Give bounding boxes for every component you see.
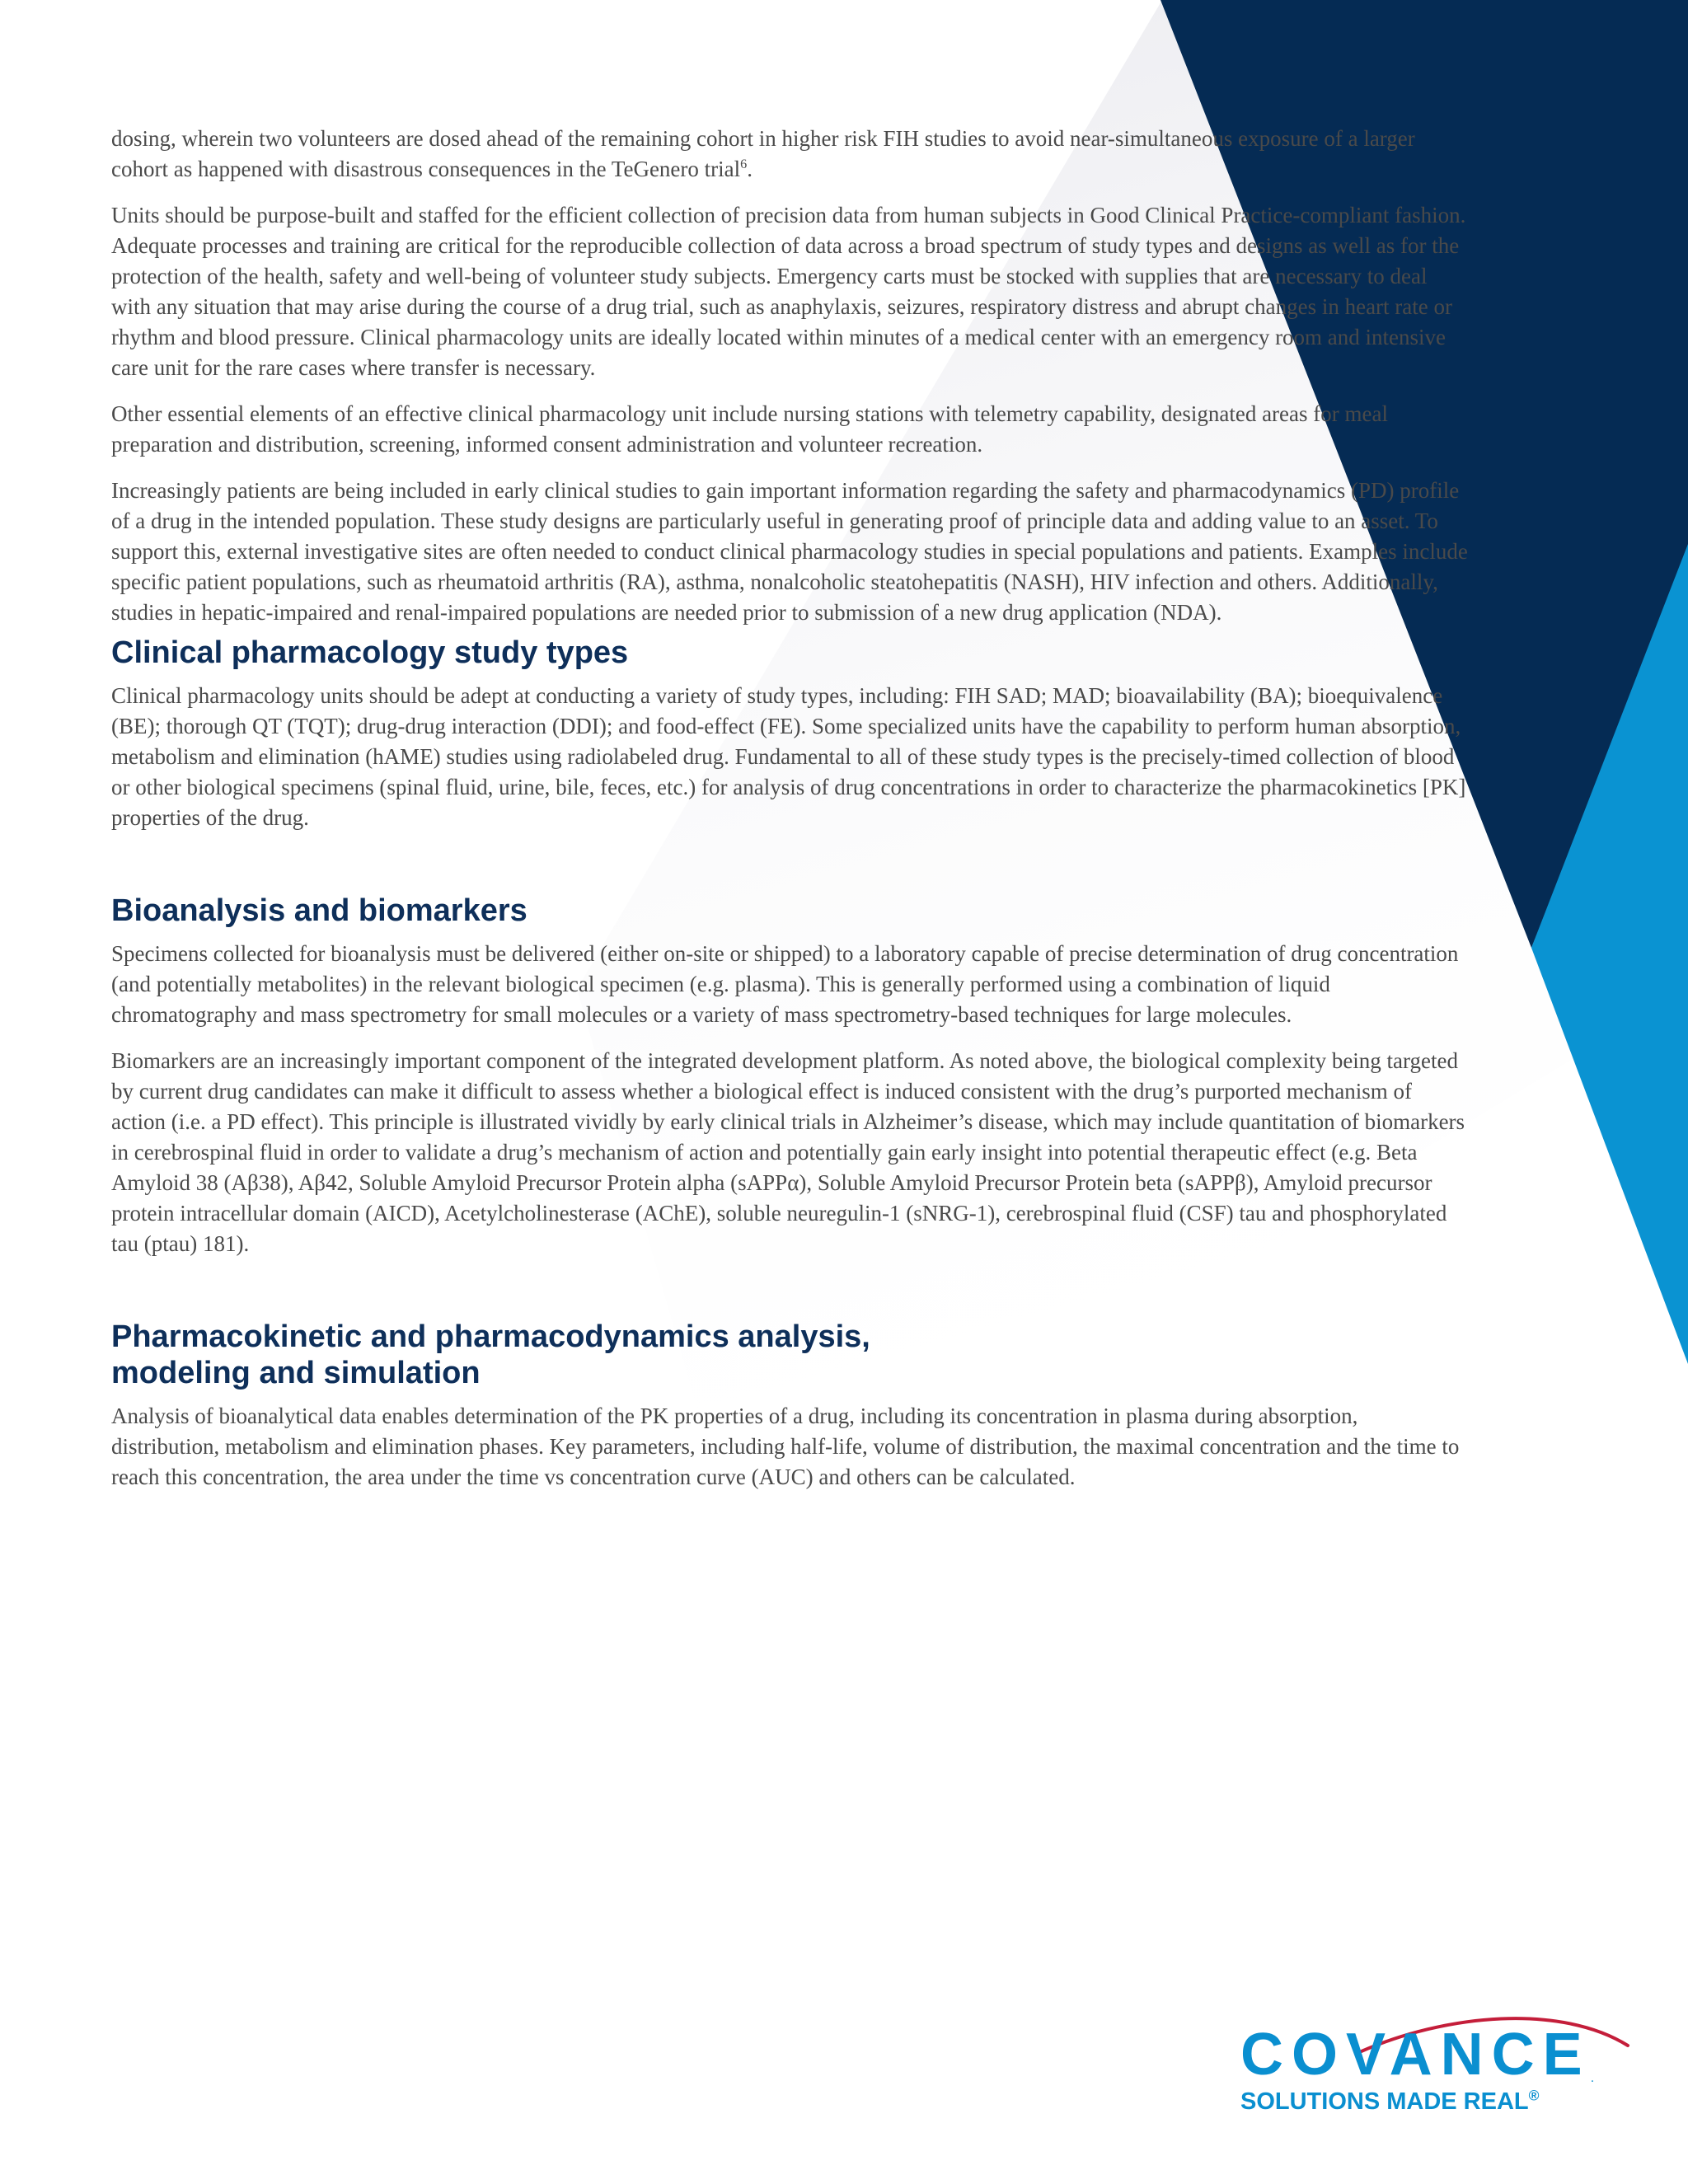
pkpd-paragraph-1: Analysis of bioanalytical data enables determination of the PK properties of a drug, including its concentration in plasma during absorption, distribution, metabolism and elimination phases. Key parameters, including half-life, volume of distribution, the maximal concentration and the time to reach this concentration, the area under the time vs concentration curve (AUC) and others can be calculated. <box>111 1404 1460 1489</box>
reference-superscript: 6 <box>740 157 748 171</box>
heading-bioanalysis: Bioanalysis and biomarkers <box>111 893 528 928</box>
logo-registered-mark: ® <box>1528 2087 1540 2104</box>
logo-wordmark-mark: . <box>1590 2071 1595 2085</box>
logo-tagline-text: SOLUTIONS MADE REAL <box>1240 2088 1529 2115</box>
heading-pkpd-line-1: Pharmacokinetic and pharmacodynamics analysis, <box>111 1319 870 1354</box>
intro-paragraph-2: Units should be purpose-built and staffed for the efficient collection of precision data from human subjects in Good Clinical Practice-compliant fashion. Adequate processes and training are critical for the reproducible collection of data across a broad spectrum of study types and designs as well as for the protection of the health, safety and well-being of volunteer study subjects. Emergency carts must be stocked with supplies that are necessary to deal with any situation that may arise during the course of a drug trial, such as anaphylaxis, seizures, respiratory distress and abrupt changes in heart rate or rhythm and blood pressure. Clinical pharmacology units are ideally located within minutes of a medical center with an emergency room and intensive care unit for the rare cases where transfer is necessary. <box>111 203 1466 380</box>
logo-tagline <box>1240 2088 1624 2116</box>
document-body <box>111 124 1471 1508</box>
intro-paragraph-1-end: . <box>747 157 753 181</box>
covance-logo <box>1240 2023 1624 2116</box>
bioanalysis-paragraph-1: Specimens collected for bioanalysis must be delivered (either on-site or shipped) to a laboratory capable of precise determination of drug concentration (and potentially metabolites) in the relevant biological specimen (e.g. plasma). This is generally performed using a combination of liquid chromatography and mass spectrometry for small molecules or a variety of mass spectrometry-based techniques for large molecules. <box>111 941 1459 1027</box>
intro-paragraph-3: Other essential elements of an effective clinical pharmacology unit include nursing stations with telemetry capability, designated areas for meal preparation and distribution, screening, informed consent administration and volunteer recreation. <box>111 401 1388 457</box>
heading-pkpd <box>111 1319 1471 1391</box>
logo-wordmark: COVANCE <box>1240 2022 1591 2088</box>
intro-paragraph-1-text: dosing, wherein two volunteers are dosed ahead of the remaining cohort in higher risk FIH studies to avoid near-simultaneous exposure of a larger cohort as happened with disastrous consequences in the TeGenero trial <box>111 126 1415 181</box>
heading-pkpd-line-2: modeling and simulation <box>111 1356 481 1390</box>
intro-paragraph-1 <box>111 124 1471 185</box>
bioanalysis-paragraph-2: Biomarkers are an increasingly important component of the integrated development platform. As noted above, the biological complexity being targeted by current drug candidates can make it difficult to assess whether a biological effect is induced consistent with the drug’s purported mechanism of action (i.e. a PD effect). This principle is illustrated vividly by early clinical trials in Alzheimer’s disease, which may include quantitation of biomarkers in cerebrospinal fluid in order to validate a drug’s mechanism of action and potentially gain early insight into potential therapeutic effect (e.g. Beta Amyloid 38 (Aβ38), Aβ42, Soluble Amyloid Precursor Protein alpha (sAPPα), Soluble Amyloid Precursor Protein beta (sAPPβ), Amyloid precursor protein intracellular domain (AICD), Acetylcholinesterase (AChE), soluble neuregulin-1 (sNRG-1), cerebrospinal fluid (CSF) tau and phosphorylated tau (ptau) 181). <box>111 1048 1465 1256</box>
study-types-paragraph-1: Clinical pharmacology units should be adept at conducting a variety of study types, including: FIH SAD; MAD; bioavailability (BA); bioequivalence (BE); thorough QT (TQT); drug-drug interaction (DDI); and food-effect (FE). Some specialized units have the capability to perform human absorption, metabolism and elimination (hAME) studies using radiolabeled drug. Fundamental to all of these study types is the precisely-timed collection of blood or other biological specimens (spinal fluid, urine, bile, feces, etc.) for analysis of drug concentrations in order to characterize the pharmacokinetics [PK] properties of the drug. <box>111 683 1466 830</box>
intro-paragraph-4: Increasingly patients are being included in early clinical studies to gain important information regarding the safety and pharmacodynamics (PD) profile of a drug in the intended population. These study designs are particularly useful in generating proof of principle data and adding value to an asset. To support this, external investigative sites are often needed to conduct clinical pharmacology studies in special populations and patients. Examples include specific patient populations, such as rheumatoid arthritis (RA), asthma, nonalcoholic steatohepatitis (NASH), HIV infection and others. Additionally, studies in hepatic-impaired and renal-impaired populations are needed prior to submission of a new drug application (NDA). <box>111 478 1468 625</box>
heading-study-types: Clinical pharmacology study types <box>111 635 629 670</box>
